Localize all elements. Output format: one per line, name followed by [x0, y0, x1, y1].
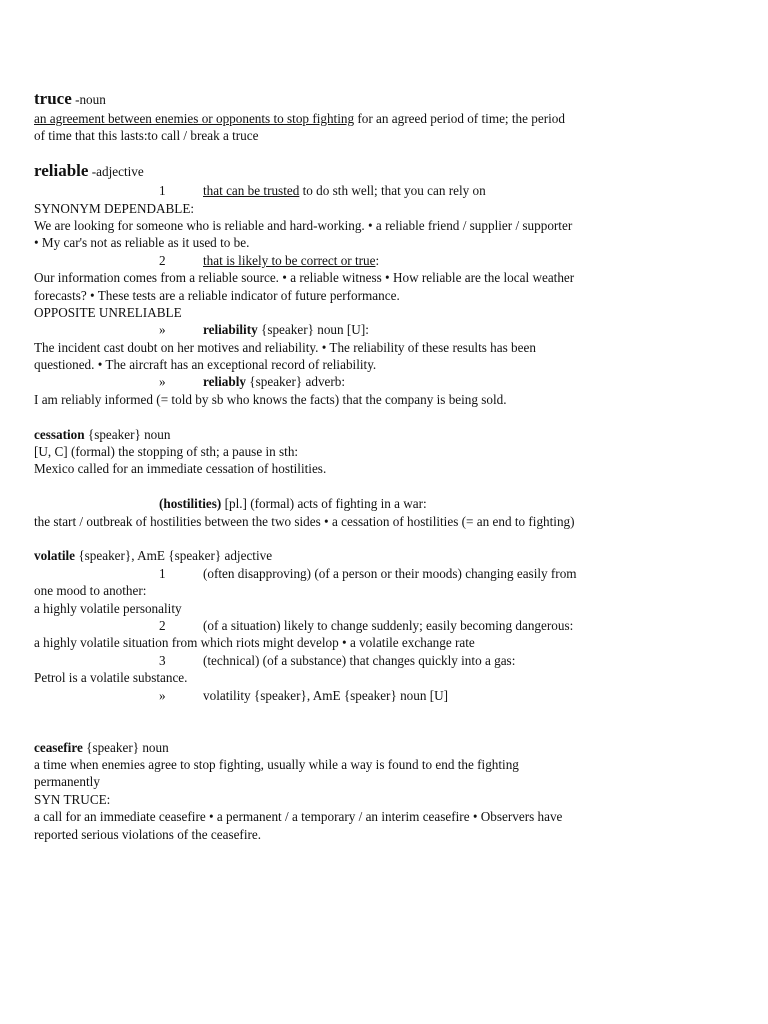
sense-number: 2	[159, 617, 166, 633]
sense-number: 1	[159, 565, 166, 581]
headword: truce	[34, 89, 72, 108]
derivative-text: {speaker} adverb:	[245, 374, 346, 390]
entry-reliable	[34, 162, 659, 408]
derivative-word: reliably	[203, 374, 246, 390]
sense-number: 1	[159, 183, 166, 199]
definition-text: :	[375, 252, 380, 268]
headword-info: {speaker} noun	[84, 426, 171, 442]
derivative-text: volatility {speaker}, AmE {speaker} noun [U]	[203, 687, 449, 703]
example-text: the start / outbreak of hostilities between the two sides • a cessation of hostilities (= an end to fighting)	[34, 513, 575, 529]
derivative-word: reliability	[203, 322, 258, 338]
example-text: a highly volatile personality	[34, 600, 182, 616]
example-text: a highly volatile situation from which riots might develop • a volatile exchange rate	[34, 635, 475, 651]
sense-number: 2	[159, 252, 166, 268]
part-of-speech: -adjective	[88, 164, 144, 180]
definition-text: a time when enemies agree to stop fighting, usually while a way is found to end the fighting	[34, 757, 519, 773]
entry-truce	[34, 90, 659, 145]
definition-underlined: that is likely to be correct or true	[203, 252, 376, 268]
derivative-marker: »	[159, 322, 166, 338]
example-text: Petrol is a volatile substance.	[34, 670, 188, 686]
headword: volatile	[34, 548, 76, 564]
definition-text: (often disapproving) (of a person or their moods) changing easily from	[203, 565, 577, 581]
example-text: Mexico called for an immediate cessation of hostilities.	[34, 461, 327, 477]
example-text: a call for an immediate ceasefire • a permanent / a temporary / an interim ceasefire • Observers have	[34, 809, 563, 825]
entry-volatile	[34, 547, 659, 704]
example-text: reported serious violations of the ceasefire.	[34, 826, 262, 842]
definition-text: [U, C] (formal) the stopping of sth; a pause in sth:	[34, 444, 299, 460]
definition-underlined: an agreement between enemies or opponents to stop fighting	[34, 111, 355, 126]
headword: cessation	[34, 426, 85, 442]
example-text: We are looking for someone who is reliable and hard-working. • a reliable friend / supplier / supporter	[34, 217, 573, 233]
sense-number: 3	[159, 652, 166, 668]
example-text: • My car's not as reliable as it used to be.	[34, 235, 250, 251]
headword-info: {speaker} noun	[82, 739, 169, 755]
entry-cessation	[34, 426, 659, 478]
derivative-marker: »	[159, 374, 166, 390]
example-text: The incident cast doubt on her motives and reliability. • The reliability of these results has been	[34, 339, 536, 355]
example-text: Our information comes from a reliable source. • a reliable witness • How reliable are the local weather	[34, 270, 575, 286]
definition-text: of time that this lasts:to call / break a truce	[34, 128, 259, 144]
definition-text: (of a situation) likely to change suddenly; easily becoming dangerous:	[203, 617, 574, 633]
example-text: I am reliably informed (= told by sb who knows the facts) that the company is being sold.	[34, 391, 507, 407]
definition-text: permanently	[34, 774, 100, 790]
synonym-note: SYNONYM DEPENDABLE:	[34, 200, 195, 216]
headword-info: {speaker}, AmE {speaker} adjective	[75, 548, 273, 564]
headword: ceasefire	[34, 739, 83, 755]
definition-text: for an agreed period of time; the period	[354, 111, 565, 126]
derivative-marker: »	[159, 687, 166, 703]
definition-text: to do sth well; that you can rely on	[299, 183, 486, 199]
definition-text: one mood to another:	[34, 583, 147, 599]
example-text: forecasts? • These tests are a reliable indicator of future performance.	[34, 287, 400, 303]
entry-hostilities	[34, 495, 659, 530]
headword-info: [pl.] (formal) acts of fighting in a war:	[221, 496, 427, 512]
definition-text: (technical) (of a substance) that changes quickly into a gas:	[203, 652, 516, 668]
part-of-speech: -noun	[71, 92, 106, 107]
opposite-note: OPPOSITE UNRELIABLE	[34, 304, 182, 320]
headword: (hostilities)	[159, 496, 222, 512]
example-text: questioned. • The aircraft has an exceptional record of reliability.	[34, 357, 377, 373]
document-body	[34, 90, 659, 843]
headword: reliable	[34, 161, 89, 181]
derivative-text: {speaker} noun [U]:	[257, 322, 369, 338]
entry-ceasefire	[34, 739, 659, 843]
definition-underlined: that can be trusted	[203, 183, 300, 199]
synonym-note: SYN TRUCE:	[34, 791, 111, 807]
